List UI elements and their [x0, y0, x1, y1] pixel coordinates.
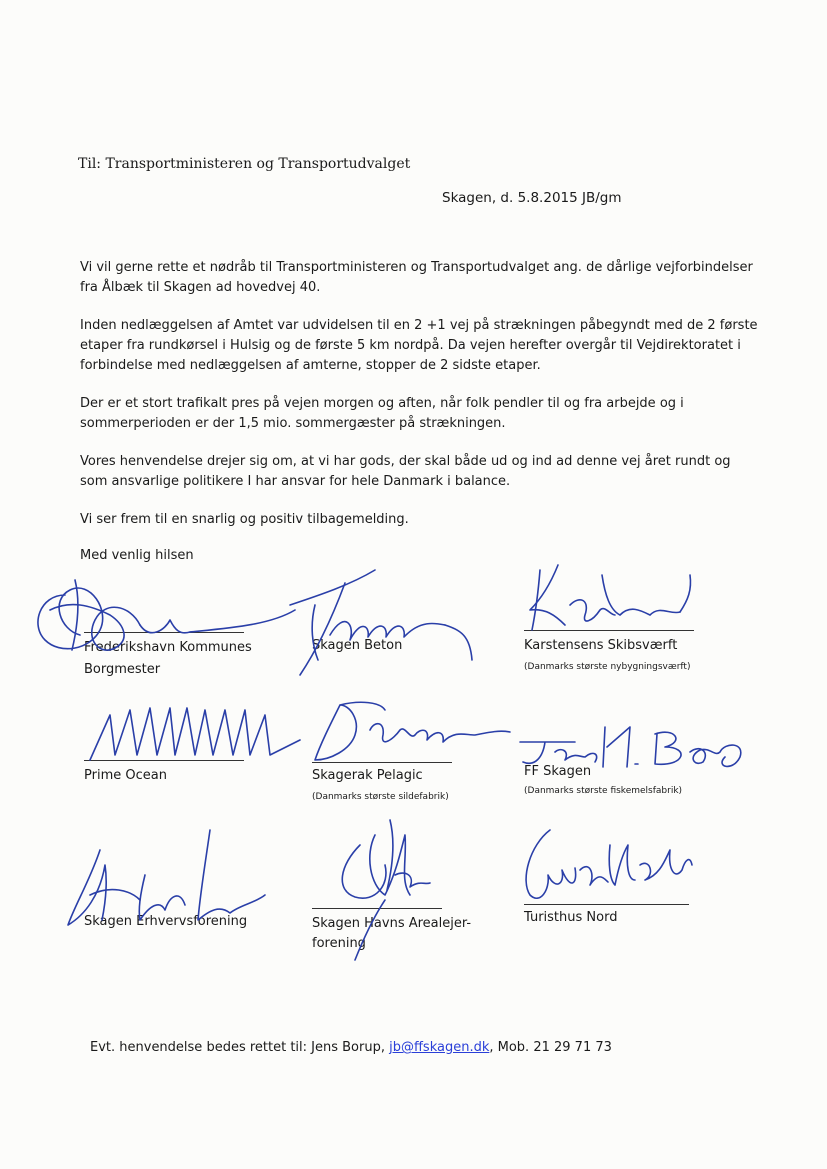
signatory-note: (Danmarks største nybygningsværft)	[524, 662, 691, 672]
footer-suffix: , Mob. 21 29 71 73	[489, 1040, 612, 1055]
signature-turisthus-nord	[510, 820, 700, 910]
signatory-note: (Danmarks største sildefabrik)	[312, 792, 449, 802]
paragraph-4: Vores henvendelse drejer sig om, at vi har gods, der skal både ud og ind ad denne vej året rundt og som ansvarlige politikere I har ansvar for hele Danmark i balance.	[80, 454, 731, 489]
signatory-name: Skagerak Pelagic	[312, 768, 423, 783]
signature-skagerak-pelagic	[305, 690, 515, 770]
signatory-title: Borgmester	[84, 662, 161, 677]
paragraph-1: Vi vil gerne rette et nødråb til Transportministeren og Transportudvalget ang. de dårlige vejforbindelser fra Ålbæk til Skagen ad hovedvej 40.	[80, 260, 753, 295]
footer-prefix: Evt. henvendelse bedes rettet til: Jens Borup,	[90, 1040, 390, 1055]
paragraph-5: Vi ser frem til en snarlig og positiv tilbagemelding.	[80, 512, 409, 527]
signatory-name: Turisthus Nord	[524, 910, 618, 925]
closing: Med venlig hilsen	[80, 548, 194, 563]
signatory-name: Frederikshavn Kommunes	[84, 640, 252, 655]
place-date: Skagen, d. 5.8.2015 JB/gm	[442, 190, 622, 206]
footer-contact	[90, 1040, 612, 1055]
signatory-name: Karstensens Skibsværft	[524, 638, 678, 653]
signatory-note: (Danmarks største fiskemelsfabrik)	[524, 786, 683, 796]
signatory-name-cont: forening	[312, 936, 366, 951]
signature-karstensens	[510, 560, 710, 640]
signature-line	[524, 904, 689, 905]
signature-line	[312, 908, 442, 909]
signatory-name: FF Skagen	[524, 764, 592, 779]
signatory-name: Skagen Beton	[312, 638, 403, 653]
signatory-name: Skagen Havns Arealejer-	[312, 916, 472, 931]
signature-line	[84, 760, 244, 761]
recipient-line: Til: Transportministeren og Transportudvalget	[78, 156, 411, 172]
signature-line	[524, 630, 694, 631]
signature-skagen-beton	[260, 565, 490, 685]
signature-line	[84, 632, 244, 633]
signatory-name: Skagen Erhvervsforening	[84, 914, 248, 929]
contact-email-link[interactable]: jb@ffskagen.dk	[389, 1040, 490, 1055]
paragraph-2: Inden nedlæggelsen af Amtet var udvidelsen til en 2 +1 vej på strækningen påbegyndt med de 2 første etaper fra rundkørsel i Hulsig og de første 5 km nordpå. Da vejen herefter overgår til Vejdirektoratet i forbindelse med nedlæggelsen af amterne, stopper de 2 sidste etaper.	[80, 318, 758, 373]
signature-line	[312, 762, 452, 763]
signatory-name: Prime Ocean	[84, 768, 167, 783]
paragraph-3: Der er et stort trafikalt pres på vejen morgen og aften, når folk pendler til og fra arbejde og i sommerperioden er der 1,5 mio. sommergæster på strækningen.	[80, 396, 684, 431]
